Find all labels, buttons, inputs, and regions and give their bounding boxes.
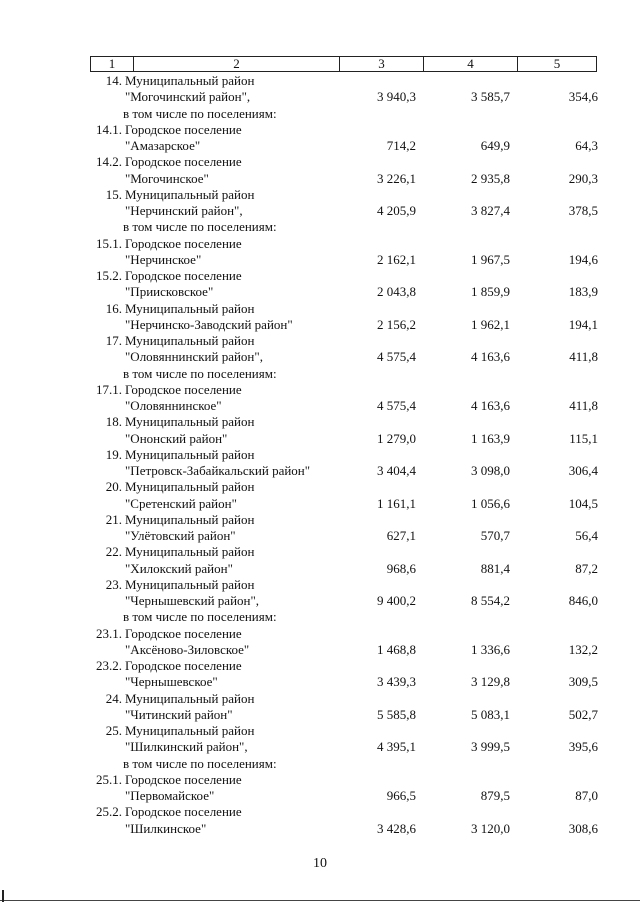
cell-col-5: 290,3	[568, 170, 598, 186]
cell-col-5: 502,7	[568, 706, 598, 722]
cell-col-4: 1 336,6	[471, 641, 510, 657]
row-label: Городское поселение	[125, 625, 242, 641]
row-number: 18.	[105, 414, 122, 430]
cell-col-3: 968,6	[386, 560, 416, 576]
row-label: "Шилкинское"	[125, 820, 207, 836]
table-row	[85, 154, 600, 170]
row-label: "Ононский район"	[125, 430, 228, 446]
cell-col-3: 4 575,4	[377, 398, 416, 413]
cell-col-4: 3 129,8	[471, 674, 510, 690]
column-header-1: 1	[91, 57, 134, 71]
cell-col-3: 3 428,6	[377, 820, 416, 836]
table-row	[85, 609, 600, 625]
table-row	[85, 561, 600, 577]
table-row	[85, 447, 600, 463]
row-number: 22.	[105, 544, 122, 560]
row-number: 23.	[105, 576, 122, 592]
cell-col-5: 411,8	[569, 349, 598, 365]
table-row	[85, 528, 600, 544]
cell-col-3: 3 940,3	[377, 89, 416, 105]
row-label: "Аксёново-Зиловское"	[125, 641, 250, 657]
table-row	[85, 821, 600, 837]
table-row	[85, 642, 600, 658]
table-row	[85, 382, 600, 398]
table-row	[85, 317, 600, 333]
row-number: 19.	[105, 446, 122, 462]
table-row	[85, 658, 600, 674]
row-number: 17.	[105, 333, 122, 348]
column-header-2: 2	[134, 57, 340, 71]
cell-col-5: 56,4	[575, 528, 598, 543]
cell-col-5: 308,6	[568, 820, 598, 836]
table-row	[85, 106, 600, 122]
row-label: Городское поселение	[125, 121, 242, 137]
row-label: "Читинский район"	[125, 706, 233, 722]
table-row	[85, 349, 600, 365]
cell-col-3: 1 279,0	[377, 430, 416, 446]
cell-col-4: 1 859,9	[471, 284, 510, 300]
table-row	[85, 626, 600, 642]
table-row	[85, 739, 600, 755]
cell-col-4: 1 962,1	[471, 316, 510, 332]
row-label: Муниципальный район	[125, 511, 255, 527]
table-row	[85, 463, 600, 479]
table-row	[85, 138, 600, 154]
table-row	[85, 414, 600, 430]
cell-col-4: 649,9	[480, 138, 510, 153]
cell-col-5: 87,0	[575, 788, 598, 803]
cell-col-5: 104,5	[568, 495, 598, 511]
cell-col-3: 714,2	[386, 138, 416, 153]
row-label: "Могочинский район",	[125, 89, 251, 105]
cell-col-5: 395,6	[568, 739, 598, 755]
cell-col-4: 3 098,0	[471, 463, 510, 478]
table-row	[85, 544, 600, 560]
row-number: 14.	[105, 73, 122, 88]
cell-col-3: 2 156,2	[377, 316, 416, 332]
table-row	[85, 691, 600, 707]
row-label: в том числе по поселениям:	[123, 755, 277, 771]
column-header-4: 4	[424, 57, 518, 71]
footer-divider	[0, 900, 640, 901]
cell-col-3: 9 400,2	[377, 593, 416, 608]
row-number: 23.2.	[96, 658, 122, 673]
row-label: Муниципальный район	[125, 414, 255, 430]
row-number: 15.	[105, 186, 122, 202]
table-row	[85, 73, 600, 89]
row-number: 25.1.	[96, 771, 122, 787]
cell-col-5: 194,6	[568, 251, 598, 267]
cell-col-3: 1 468,8	[377, 641, 416, 657]
page-number: 10	[313, 856, 327, 871]
row-number: 24.	[105, 690, 122, 706]
row-label: "Сретенский район"	[125, 495, 237, 511]
margin-mark	[2, 890, 4, 902]
cell-col-5: 309,5	[568, 674, 598, 690]
column-header-row	[90, 56, 597, 72]
row-label: Муниципальный район	[125, 690, 255, 706]
cell-col-4: 1 056,6	[471, 495, 510, 511]
cell-col-4: 879,5	[480, 788, 510, 803]
row-label: "Оловяннинский район",	[125, 349, 263, 365]
cell-col-4: 881,4	[480, 560, 510, 576]
table-row	[85, 284, 600, 300]
table-row	[85, 674, 600, 690]
row-label: "Оловяннинское"	[125, 398, 222, 413]
cell-col-5: 411,8	[569, 398, 598, 413]
row-number: 25.2.	[96, 804, 122, 820]
cell-col-5: 115,1	[569, 430, 598, 446]
table-row	[85, 187, 600, 203]
table-row	[85, 203, 600, 219]
row-label: Городское поселение	[125, 658, 242, 673]
row-label: Городское поселение	[125, 268, 242, 283]
table-row	[85, 723, 600, 739]
row-label: "Чернышевское"	[125, 674, 218, 690]
cell-col-5: 194,1	[568, 316, 598, 332]
row-label: Муниципальный район	[125, 723, 255, 738]
cell-col-4: 1 163,9	[471, 430, 510, 446]
table-row	[85, 89, 600, 105]
cell-col-4: 4 163,6	[471, 349, 510, 365]
table-row	[85, 577, 600, 593]
cell-col-4: 4 163,6	[471, 398, 510, 413]
table-row	[85, 219, 600, 235]
row-label: Муниципальный район	[125, 186, 255, 202]
cell-col-5: 64,3	[575, 138, 598, 153]
row-label: Муниципальный район	[125, 544, 255, 560]
row-number: 17.1.	[96, 381, 122, 397]
table-row	[85, 366, 600, 382]
table-row	[85, 431, 600, 447]
table-row	[85, 804, 600, 820]
row-label: Муниципальный район	[125, 73, 255, 88]
row-number: 15.2.	[96, 268, 122, 283]
cell-col-3: 3 439,3	[377, 674, 416, 690]
table-row	[85, 301, 600, 317]
cell-col-5: 354,6	[568, 89, 598, 105]
cell-col-4: 3 585,7	[471, 89, 510, 105]
row-label: "Петровск-Забайкальский район"	[125, 463, 311, 478]
row-number: 16.	[105, 300, 122, 316]
row-label: "Чернышевский район",	[125, 593, 260, 608]
cell-col-3: 2 043,8	[377, 284, 416, 300]
row-label: Городское поселение	[125, 771, 242, 787]
cell-col-4: 1 967,5	[471, 251, 510, 267]
table-row	[85, 707, 600, 723]
cell-col-3: 3 226,1	[377, 170, 416, 186]
cell-col-3: 3 404,4	[377, 463, 416, 478]
row-number: 23.1.	[96, 625, 122, 641]
table-row	[85, 772, 600, 788]
row-label: "Могочинское"	[125, 170, 209, 186]
table-row	[85, 756, 600, 772]
cell-col-4: 570,7	[480, 528, 510, 543]
row-number: 21.	[105, 511, 122, 527]
table-row	[85, 333, 600, 349]
table-row	[85, 512, 600, 528]
row-number: 15.1.	[96, 235, 122, 251]
cell-col-3: 627,1	[386, 528, 416, 543]
row-label: "Нерчинский район",	[125, 203, 243, 218]
cell-col-3: 4 395,1	[377, 739, 416, 755]
row-label: "Хилокский район"	[125, 560, 233, 576]
table-row	[85, 398, 600, 414]
cell-col-3: 5 585,8	[377, 706, 416, 722]
row-label: Городское поселение	[125, 381, 242, 397]
cell-col-4: 3 999,5	[471, 739, 510, 755]
row-label: Муниципальный район	[125, 300, 255, 316]
row-label: "Первомайское"	[125, 788, 215, 803]
column-header-5: 5	[553, 56, 561, 71]
cell-col-3: 1 161,1	[377, 495, 416, 511]
row-label: Муниципальный район	[125, 333, 255, 348]
cell-col-4: 2 935,8	[471, 170, 510, 186]
cell-col-3: 966,5	[386, 788, 416, 803]
cell-col-4: 3 120,0	[471, 820, 510, 836]
row-label: "Улётовский район"	[125, 528, 236, 543]
cell-col-5: 87,2	[575, 560, 598, 576]
table-row	[85, 268, 600, 284]
row-label: в том числе по поселениям:	[123, 105, 277, 121]
row-label: в том числе по поселениям:	[123, 365, 277, 381]
table-body	[85, 73, 600, 837]
row-label: в том числе по поселениям:	[123, 609, 277, 625]
cell-col-5: 183,9	[568, 284, 598, 300]
row-label: "Нерчинское"	[125, 251, 202, 267]
row-label: "Амазарское"	[125, 138, 201, 153]
row-label: "Нерчинско-Заводский район"	[125, 316, 293, 332]
table-row	[85, 122, 600, 138]
table-row	[85, 593, 600, 609]
row-label: "Приисковское"	[125, 284, 214, 300]
row-number: 14.1.	[96, 121, 122, 137]
row-number: 14.2.	[96, 154, 122, 170]
row-number: 20.	[105, 479, 122, 495]
cell-col-4: 5 083,1	[471, 706, 510, 722]
row-label: Городское поселение	[125, 154, 242, 170]
cell-col-4: 8 554,2	[471, 593, 510, 608]
cell-col-4: 3 827,4	[471, 203, 510, 218]
row-label: Муниципальный район	[125, 446, 255, 462]
cell-col-3: 4 575,4	[377, 349, 416, 365]
row-label: Городское поселение	[125, 235, 242, 251]
table-row	[85, 479, 600, 495]
cell-col-3: 2 162,1	[377, 251, 416, 267]
table-row	[85, 496, 600, 512]
table-row	[85, 252, 600, 268]
row-label: в том числе по поселениям:	[123, 219, 277, 235]
column-header-3: 3	[340, 57, 424, 71]
table-row	[85, 236, 600, 252]
table-row	[85, 171, 600, 187]
cell-col-5: 132,2	[568, 641, 598, 657]
cell-col-3: 4 205,9	[377, 203, 416, 218]
row-label: Муниципальный район	[125, 479, 255, 495]
row-label: "Шилкинский район",	[125, 739, 248, 755]
row-label: Муниципальный район	[125, 576, 255, 592]
cell-col-5: 378,5	[568, 203, 598, 218]
row-label: Городское поселение	[125, 804, 242, 820]
table-row	[85, 788, 600, 804]
cell-col-5: 306,4	[568, 463, 598, 478]
cell-col-5: 846,0	[568, 593, 598, 608]
row-number: 25.	[105, 723, 122, 738]
